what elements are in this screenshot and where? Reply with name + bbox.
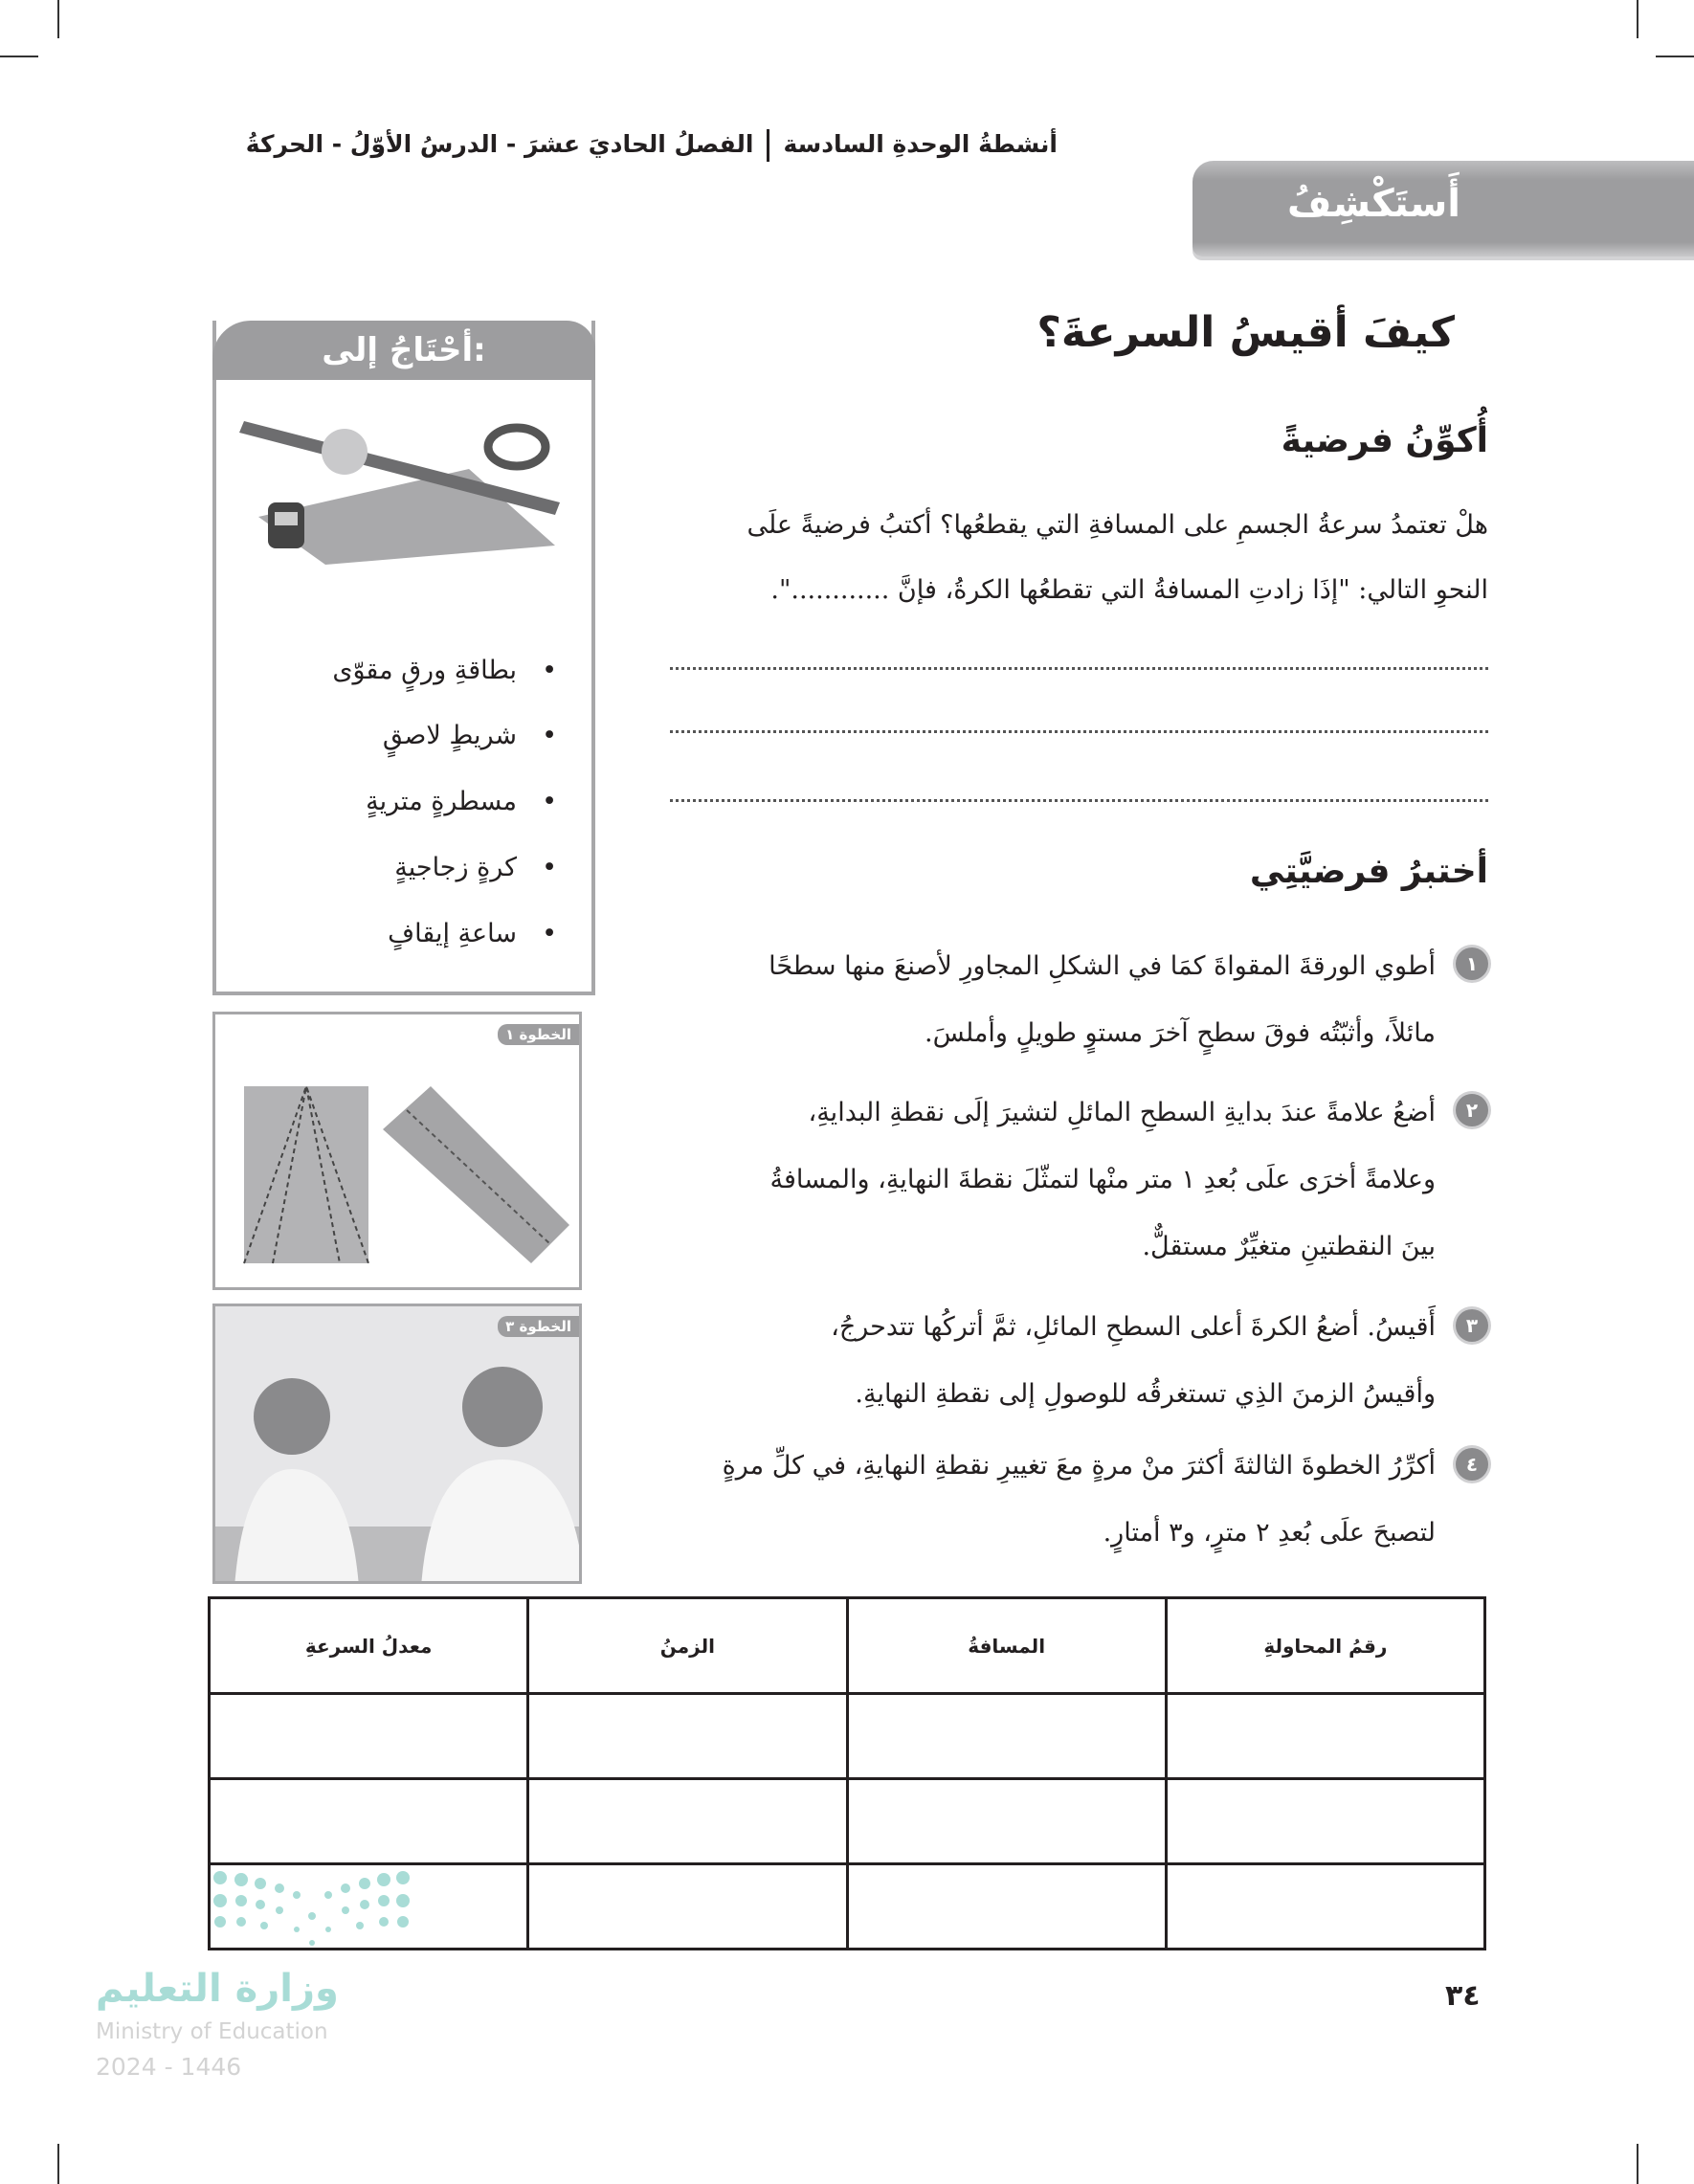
crop-mark bbox=[0, 56, 38, 57]
step-1-text bbox=[641, 933, 1436, 1067]
figure-label: الخطوة ٣ bbox=[498, 1316, 579, 1337]
step-number: ٤ bbox=[1456, 1448, 1488, 1481]
banner-label: أَستَكْشِفُ bbox=[1287, 182, 1460, 226]
test-heading: أختبرُ فرضيَّتِي bbox=[1249, 852, 1488, 891]
answer-line[interactable] bbox=[670, 667, 1488, 670]
step3-photo bbox=[212, 1304, 582, 1584]
table-cell[interactable] bbox=[1166, 1694, 1484, 1779]
answer-line[interactable] bbox=[670, 799, 1488, 802]
running-header bbox=[246, 129, 1058, 162]
step1-figure bbox=[212, 1012, 582, 1290]
table-cell[interactable] bbox=[847, 1864, 1166, 1950]
chapter-title: الفصلُ الحاديَ عشرَ - الدرسُ الأوّلُ - الحركةُ bbox=[245, 130, 754, 158]
divider bbox=[767, 129, 769, 162]
materials-illustration bbox=[239, 402, 565, 574]
material-item: ساعةِ إيقافٍ • bbox=[388, 919, 517, 948]
table-row bbox=[210, 1779, 1485, 1864]
text-line: لتصبحَ علَى بُعدِ ٢ مترٍ، و٣ أمتارٍ. bbox=[1103, 1518, 1436, 1548]
table-cell[interactable] bbox=[1166, 1779, 1484, 1864]
text-line: وأقيسُ الزمنَ الذِي تستغرقُه للوصولِ إلى نقطةِ النهايةِ. bbox=[855, 1379, 1436, 1409]
crop-mark bbox=[57, 2144, 59, 2184]
crop-mark bbox=[1656, 56, 1694, 57]
text-line: وعلامةً أخرَى علَى بُعدِ ١ متر منْها لتمثّلَ نقطةَ النهايةِ، والمسافةُ bbox=[769, 1165, 1436, 1194]
materials-heading: أحْتَاجُ إلى: bbox=[212, 321, 595, 380]
table-cell[interactable] bbox=[847, 1694, 1166, 1779]
page-number: ٣٤ bbox=[1445, 1979, 1481, 2013]
table-cell[interactable] bbox=[528, 1864, 847, 1950]
column-header: رقمُ المحاولةِ bbox=[1166, 1598, 1484, 1694]
logo-dots bbox=[211, 1866, 450, 1948]
table-row bbox=[210, 1694, 1485, 1779]
material-item: بطاقةِ ورقٍ مقوّى • bbox=[332, 656, 517, 685]
table-cell[interactable] bbox=[210, 1779, 528, 1864]
table-cell[interactable] bbox=[210, 1694, 528, 1779]
figure-label: الخطوة ١ bbox=[498, 1024, 579, 1045]
step-number: ١ bbox=[1456, 947, 1488, 980]
table-cell[interactable] bbox=[528, 1694, 847, 1779]
step-4-text bbox=[641, 1433, 1436, 1567]
material-item: كرةٍ زجاجيةٍ • bbox=[394, 853, 517, 882]
ministry-logo-english: Ministry of Education bbox=[96, 2019, 328, 2044]
text-line: أكرِّرُ الخطوةَ الثالثةَ أكثرَ منْ مرةٍ معَ تغييرِ نقطةِ النهايةِ، في كلِّ مرةٍ bbox=[722, 1451, 1436, 1481]
hypothesis-heading: أُكوِّنُ فرضيةً bbox=[1281, 421, 1488, 460]
students-photo bbox=[215, 1306, 582, 1584]
crop-mark bbox=[57, 0, 59, 38]
folding-diagram bbox=[215, 1014, 582, 1290]
answer-line[interactable] bbox=[670, 730, 1488, 733]
step-number: ٣ bbox=[1456, 1309, 1488, 1342]
edition-year: 2024 - 1446 bbox=[96, 2053, 242, 2081]
text-line: بينَ النقطتينِ متغيِّرٌ مستقلٌّ. bbox=[1142, 1232, 1436, 1261]
text-line: هلْ تعتمدُ سرعةُ الجسمِ على المسافةِ التي يقطعُها؟ أكتبُ فرضيةً علَى bbox=[747, 510, 1488, 540]
step-number: ٢ bbox=[1456, 1094, 1488, 1126]
text-line: أطوي الورقةَ المقواةَ كمَا في الشكلِ المجاورِ لأصنعَ منها سطحًا bbox=[769, 951, 1436, 981]
table-cell[interactable] bbox=[1166, 1864, 1484, 1950]
material-item: مسطرةٍ متريةٍ • bbox=[366, 787, 517, 816]
column-header: معدلُ السرعةِ bbox=[210, 1598, 528, 1694]
table-cell[interactable] bbox=[528, 1779, 847, 1864]
text-line: النحوِ التالي: "إذَا زادتِ المسافةُ التي تقطعُها الكرةُ، فإنَّ ............". bbox=[770, 575, 1488, 605]
text-line: مائلاً، وأثبّتُه فوقَ سطحٍ آخرَ مستوٍ طويلٍ وأملسَ. bbox=[924, 1018, 1436, 1048]
crop-mark bbox=[1637, 2144, 1638, 2184]
text-line: أضعُ علامةً عندَ بدايةِ السطحِ المائلِ لتشيرَ إلَى نقطةِ البدايةِ، bbox=[808, 1098, 1436, 1127]
column-header: الزمنُ bbox=[528, 1598, 847, 1694]
step-3-text bbox=[641, 1294, 1436, 1428]
hypothesis-text bbox=[665, 493, 1488, 623]
unit-title: أنشطةُ الوحدةِ السادسة bbox=[783, 130, 1058, 158]
explore-banner bbox=[1192, 161, 1694, 256]
column-header: المسافةُ bbox=[847, 1598, 1166, 1694]
table-cell[interactable] bbox=[847, 1779, 1166, 1864]
text-line: أَقيسُ. أضعُ الكرةَ أعلى السطحِ المائلِ، ثمَّ أتركُها تتدحرجُ، bbox=[831, 1312, 1436, 1342]
table-header-row bbox=[210, 1598, 1485, 1694]
step-2-text bbox=[641, 1080, 1436, 1281]
page-title: كيفَ أقيسُ السرعةَ؟ bbox=[1036, 308, 1455, 357]
material-item: شريطٍ لاصقٍ • bbox=[383, 721, 517, 750]
ministry-logo-arabic: وزارة التعليم bbox=[96, 1967, 339, 2011]
crop-mark bbox=[1637, 0, 1638, 38]
